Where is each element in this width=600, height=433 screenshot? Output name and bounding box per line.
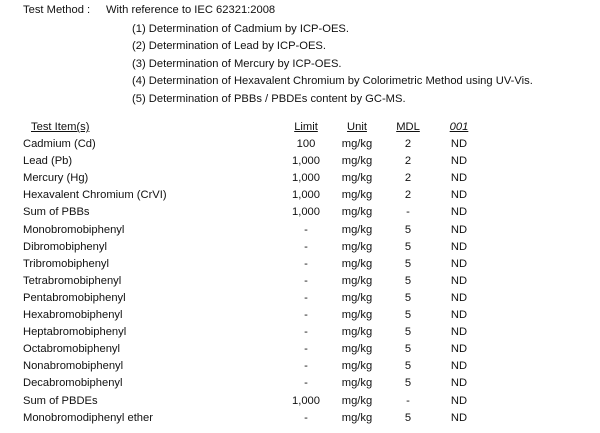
cell-unit: mg/kg — [341, 240, 373, 253]
test-method-step: (4) Determination of Hexavalent Chromium by Colorimetric Method using UV-Vis. — [132, 75, 533, 88]
cell-test-item: Mercury (Hg) — [23, 172, 89, 185]
cell-test-item: Cadmium (Cd) — [23, 138, 96, 151]
cell-limit: 1,000 — [292, 189, 320, 202]
table-row — [0, 375, 600, 392]
table-row — [0, 187, 600, 204]
table-row — [0, 273, 600, 290]
cell-result: ND — [450, 343, 468, 356]
test-method-label: Test Method : — [23, 4, 91, 16]
cell-limit: - — [304, 257, 308, 270]
header-limit: Limit — [294, 121, 318, 133]
cell-unit: mg/kg — [341, 138, 373, 151]
cell-mdl: 5 — [404, 377, 412, 390]
cell-result: ND — [450, 155, 468, 168]
cell-test-item: Heptabromobiphenyl — [23, 326, 127, 339]
cell-result: ND — [450, 240, 468, 253]
cell-result: ND — [450, 223, 468, 236]
cell-unit: mg/kg — [341, 411, 373, 424]
test-method-steps — [132, 21, 533, 108]
cell-mdl: 5 — [404, 360, 412, 373]
cell-unit: mg/kg — [341, 274, 373, 287]
table-row — [0, 204, 600, 221]
cell-limit: 1,000 — [292, 394, 320, 407]
table-row — [0, 256, 600, 273]
cell-test-item: Tribromobiphenyl — [23, 257, 110, 270]
cell-mdl: 5 — [404, 291, 412, 304]
table-row — [0, 393, 600, 410]
cell-unit: mg/kg — [341, 377, 373, 390]
header-mdl: MDL — [396, 121, 420, 133]
table-row — [0, 136, 600, 153]
table-row — [0, 170, 600, 187]
cell-mdl: 5 — [404, 309, 412, 322]
table-header-row — [0, 119, 600, 136]
cell-mdl: 5 — [404, 326, 412, 339]
table-body — [0, 136, 600, 427]
test-method-step: (3) Determination of Mercury by ICP-OES. — [132, 57, 342, 70]
cell-result: ND — [450, 138, 468, 151]
cell-limit: 1,000 — [292, 206, 320, 219]
cell-unit: mg/kg — [341, 206, 373, 219]
cell-limit: - — [304, 291, 308, 304]
cell-unit: mg/kg — [341, 189, 373, 202]
cell-test-item: Pentabromobiphenyl — [23, 291, 126, 304]
cell-test-item: Decabromobiphenyl — [23, 377, 123, 390]
cell-mdl: 2 — [404, 138, 412, 151]
cell-result: ND — [450, 206, 468, 219]
table-row — [0, 324, 600, 341]
cell-test-item: Tetrabromobiphenyl — [23, 274, 122, 287]
cell-mdl: 5 — [404, 240, 412, 253]
cell-result: ND — [450, 291, 468, 304]
cell-unit: mg/kg — [341, 223, 373, 236]
cell-mdl: 2 — [404, 155, 412, 168]
cell-mdl: - — [406, 394, 410, 407]
cell-unit: mg/kg — [341, 394, 373, 407]
test-method-step: (1) Determination of Cadmium by ICP-OES. — [132, 23, 349, 35]
cell-test-item: Monobromobiphenyl — [23, 223, 125, 236]
cell-mdl: 2 — [404, 172, 412, 185]
cell-limit: - — [304, 377, 308, 390]
table-row — [0, 222, 600, 239]
cell-test-item: Nonabromobiphenyl — [23, 360, 124, 373]
cell-result: ND — [450, 377, 468, 390]
cell-mdl: 5 — [404, 343, 412, 356]
cell-mdl: 5 — [404, 411, 412, 424]
cell-limit: - — [304, 343, 308, 356]
header-unit: Unit — [347, 121, 367, 133]
cell-test-item: Monobromodiphenyl ether — [23, 411, 153, 424]
cell-test-item: Octabromobiphenyl — [23, 343, 121, 356]
cell-unit: mg/kg — [341, 172, 373, 185]
results-table — [0, 119, 600, 427]
table-row — [0, 307, 600, 324]
cell-test-item: Lead (Pb) — [23, 155, 73, 168]
cell-limit: - — [304, 326, 308, 339]
cell-result: ND — [450, 326, 468, 339]
cell-unit: mg/kg — [341, 291, 373, 304]
cell-unit: mg/kg — [341, 343, 373, 356]
cell-limit: 1,000 — [292, 172, 320, 185]
cell-result: ND — [450, 411, 468, 424]
cell-limit: 100 — [296, 138, 316, 151]
cell-test-item: Hexabromobiphenyl — [23, 309, 123, 322]
cell-limit: - — [304, 274, 308, 287]
cell-result: ND — [450, 360, 468, 373]
cell-limit: 1,000 — [292, 155, 320, 168]
cell-unit: mg/kg — [341, 309, 373, 322]
cell-result: ND — [450, 189, 468, 202]
table-row — [0, 410, 600, 427]
cell-mdl: - — [406, 206, 410, 219]
cell-result: ND — [450, 394, 468, 407]
cell-result: ND — [450, 172, 468, 185]
header-result-001: 001 — [449, 121, 469, 133]
cell-limit: - — [304, 309, 308, 322]
cell-unit: mg/kg — [341, 360, 373, 373]
cell-limit: - — [304, 360, 308, 373]
cell-test-item: Dibromobiphenyl — [23, 240, 107, 253]
cell-test-item: Hexavalent Chromium (CrVI) — [23, 189, 167, 202]
cell-test-item: Sum of PBBs — [23, 206, 90, 219]
cell-limit: - — [304, 411, 308, 424]
cell-test-item: Sum of PBDEs — [23, 394, 98, 407]
cell-mdl: 5 — [404, 223, 412, 236]
cell-unit: mg/kg — [341, 155, 373, 168]
table-row — [0, 358, 600, 375]
cell-result: ND — [450, 309, 468, 322]
cell-limit: - — [304, 240, 308, 253]
cell-result: ND — [450, 274, 468, 287]
header-test-item: Test Item(s) — [31, 121, 90, 133]
table-row — [0, 239, 600, 256]
cell-mdl: 2 — [404, 189, 412, 202]
cell-mdl: 5 — [404, 257, 412, 270]
cell-result: ND — [450, 257, 468, 270]
cell-limit: - — [304, 223, 308, 236]
table-row — [0, 153, 600, 170]
test-method-step: (5) Determination of PBBs / PBDEs content by GC-MS. — [132, 92, 406, 105]
table-row — [0, 341, 600, 358]
test-method-step: (2) Determination of Lead by ICP-OES. — [132, 40, 327, 53]
table-row — [0, 290, 600, 307]
cell-unit: mg/kg — [341, 257, 373, 270]
test-method-reference: With reference to IEC 62321:2008 — [106, 4, 276, 16]
cell-unit: mg/kg — [341, 326, 373, 339]
cell-mdl: 5 — [404, 274, 412, 287]
